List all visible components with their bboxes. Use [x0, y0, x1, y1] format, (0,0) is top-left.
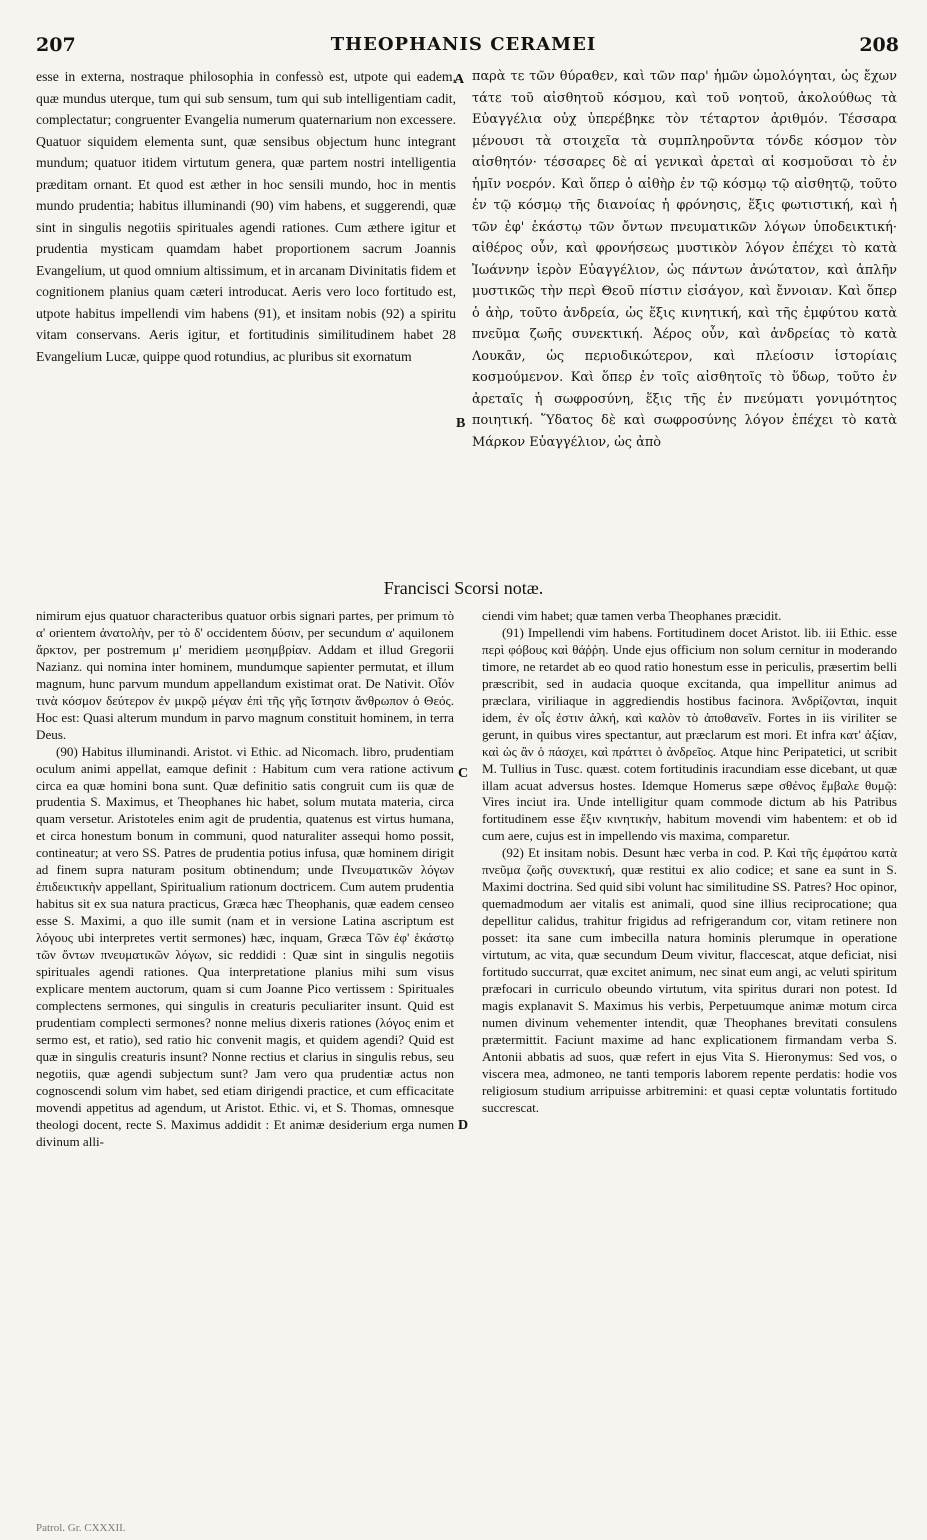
margin-mark-b: B	[456, 416, 466, 431]
note-paragraph: nimirum ejus quatuor characteribus quatuor orbis signari partes, per primum τὸ α' orientem ἀνατολὴν, per τὸ δ' occidentem δύσιν, per secundum α' aquilonem ἄρκτον, per postremum μ' meridiem μεσημβρίαν. Addam et illud Gregorii Nazianz. qui nomina inter hominem, mundumque sapienter permutat, et illum magnum, hunc parvum mundum appellandum existimat orat. De Nativit. Οἷόν τινὰ κόσμον δεύτερον ἐν μικρῷ μέγαν ἐπὶ τῆς γῆς ἵστησιν ἄνθρωπον ὁ Θεός. Hoc est: Quasi alterum mundum in parvo magnum constituit hominem, in terra Deus.	[36, 608, 454, 742]
margin-mark-d: D	[458, 1118, 469, 1133]
page-number-right: 208	[859, 34, 899, 56]
note-92: (92) Et insitam nobis. Desunt hæc verba in cod. P. Καὶ τῆς ἐμφάτου κατὰ πνεῦμα ζωῆς συνεκτική, quæ restitui ex alio codice; et sane ea sunt in S. Maximi doctrina. Sed quid sibi volunt hac similitudine SS. Patres? Hoc opinor, quemadmodum aer vitalis est animali, quod sine illius reciprocatione; qua depellitur calidus, trahitur frigidus ad refrigerandum cor, vitam retinere non posset: ita sane cum imbecilla natura hominis plerumque in operatione virtutum, ac vita, quæ secundum Deum vivitur, flaccescat, atque deficiat, nisi fortitudo succurrat, quæ excitet animum, nec sinat eum angi, ac veluti spiritum præfocari in curriculo obeundo virtutum, vita spiritus durari non potest. Id magis explanavit S. Maximus his verbis, Perpetuumque animæ motum circa numen divinum vehementer intendit, quæ Theophanes brevitati consulens prætermittit. Faciunt maxime ad hanc explicationem firmandam verba S. Antonii abbatis ad suos, quæ refert in ejus Vita S. Hieronymus: Sed vos, o viscera mea, admoneo, ne tanti temporis laborem repente perdatis: hodie vos religiosum studium arripuisse arbitremini: et quasi ceptæ voluntatis fortitudo succrescat.	[482, 845, 897, 1115]
greek-column	[472, 66, 897, 572]
footer-signature: Patrol. Gr. CXXXII.	[36, 1522, 126, 1534]
note-90: (90) Habitus illuminandi. Aristot. vi Ethic. ad Nicomach. libro, prudentiam oculum animi appellat, eamque definit : Habitum cum vera ratione activum circa ea quæ homini bona sunt. Quæ definitio satis congruit cum iis quæ de prudentia S. Maximus, et Theophanes hic habet, solum mutata materia, circa quam versetur. Aristoteles enim agit de prudentia, quatenus est virtus humana, et circa honestum bonum in communi, quod naturaliter assequi homo possit, contineatur; at vero SS. Patres de prudentia potius infusa, quæ hominem dirigit ad finem supra naturam positum obtinendum; unde Πνευματικῶν λόγων ἐπιδεικτικὴν appellant, Spiritualium rationum doctricem. Cum autem prudentia habitus sit ex sua natura practicus, Græca hæc Theophanis, quæ eadem censeo esse S. Maximi, a quo ille sumit (nam et in versione Latina ascriptum est λόγους ubi interpretes vertit sermones) hæc, inquam, Græca Τῶν ἐφ' ἑκάστῳ τῶν ὄντων πνευματικῶν λόγων, sic reddidi : Quæ sint in singulis negotiis spirituales agendi rationes. Qua interpretatione planius mihi sum visus explicare mentem auctorum, quam si cum Joanne Pico vertissem : Spirituales complectens sermones, qui singulis in creaturis peculiariter insunt. Quid est prudentiam complecti sermones? nonne melius dixeris rationes (λόγος enim et sermo est, et ratio), sed ratio hic convenit magis, et quidem agendi? Quid est quæ in singulis creaturis insunt? Nonne rectius et clarius in singulis rebus, seu negotiis, quæ agendi subjectum sunt? Jam vero qua prudentiæ actus non cognoscendi solum vim habet, sed etiam dirigendi practice, et cum efficacitate movendi appetitus ad agendum, ut Aristot. Ethic. vi, et S. Thomas, omnesque theologi docent, recte S. Maximus addidit : Et animæ desiderium erga numen divinum alli-	[36, 743, 454, 1149]
note-paragraph: ciendi vim habet; quæ tamen verba Theophanes præcidit.	[482, 608, 782, 623]
note-91: (91) Impellendi vim habens. Fortitudinem docet Aristot. lib. iii Ethic. esse περὶ φόβους καὶ θάῤῥη. Unde ejus officium non solum cernitur in moderando timore, ne retardet ab eo quod ratio honestum esse in periculis, præsertim belli præscribit, sed in audacia quoque excitanda, qua impellitur animus ad præclara, viriliaque in aggrediendis hostibus facinora. Ἀνδρίζονται, inquit idem, ἐν οἷς ἐστιν ἀλκή, καὶ καλὸν τὸ ἀποθανεῖν. Fortes in iis viriliter se gerunt, in quibus vires spectantur, aut præclarum est mori. Et infra κατ' ἀξίαν, καὶ ὡς ἂν ὁ πάσχει, καὶ πράττει ὁ ἀνδρεῖος. Atque hinc Peripatetici, ut scribit M. Tullius in Tusc. quæst. cotem fortitudinis iracundiam esse dicebant, ut quæ illam acuat adversus hostes. Idemque Homerus sæpe σθένος ἔμβαλε θυμῷ: Vires inciut ira. Unde intelligitur quam commode dictum ab his Patribus fortitudinem esse ἕξιν κινητικὴν, habitum movendi vim habentem: et ob id cum aere, cujus est in impellendo vis maxima, comparetur.	[482, 624, 897, 844]
greek-paragraph: παρὰ τε τῶν θύραθεν, καὶ τῶν παρ' ἡμῶν ὡμολόγηται, ὡς ἔχων τάτε τοῦ αἰσθητοῦ κόσμου, καὶ τοῦ νοητοῦ, ἀκολούθως τὰ Εὐαγγέλια οὐχ ὑπερέβηκε τὸν τέταρτον ἀριθμόν. Τέσσαρα μένουσι τὰ στοιχεῖα τὰ συμπληροῦντα τόνδε κόσμον τὸν αἰσθητόν· τέσσαρες δὲ αἱ γενικαὶ ἀρεταὶ αἱ κοσμοῦσαι τὸ ἐν ἡμῖν νοερόν. Καὶ ὅπερ ὁ αἰθὴρ ἐν τῷ κόσμῳ τῷ αἰσθητῷ, τοῦτο ἐν τῷ κόσμῳ τῆς διανοίας ἡ φρόνησις, ἕξις φωτιστική, καὶ ἡ τῶν ἐφ' ἑκάστῳ τῶν ὄντων πνευματικῶν λόγων ὑποδεικτική· αἰθέρος οὖν, καὶ φρονήσεως μυστικὸν λόγον ἐπέχει τὸ κατὰ Ἰωάννην ἱερὸν Εὐαγγέλιον, ὡς πάντων ἀνώτατον, καὶ ἁπλῆν μυστικῶς τὴν περὶ Θεοῦ πίστιν εἰσάγον, καὶ ἔννοιαν. Καὶ ὅπερ ὁ ἀὴρ, τοῦτο ἀνδρεία, ὡς ἕξις κινητική, καὶ τῆς ἐμφύτου κατὰ πνεῦμα ζωῆς συνεκτική. Ἀέρος οὖν, καὶ ἀνδρείας τὸ κατὰ Λουκᾶν, ὡς περιοδικώτερον, καὶ πλείοσιν ἱστορίαις κοσμούμενον. Καὶ ὅπερ ἐν τοῖς αἰσθητοῖς τὸ ὕδωρ, τοῦτο ἐν ἀρεταῖς ἡ σωφροσύνη, ἕξις τῆς ἐν πνεύματι γονιμότητος ποιητική. Ὕδατος δὲ καὶ σωφροσύνης λόγον ἐπέχει τὸ κατὰ Μάρκον Εὐαγγέλιον, ὡς ἀπὸ	[472, 69, 897, 450]
notes-right-column	[482, 608, 897, 1488]
notes-heading: Francisci Scorsi notæ.	[383, 578, 544, 598]
margin-mark-a: A	[454, 72, 465, 87]
latin-column	[36, 66, 456, 572]
latin-paragraph: esse in externa, nostraque philosophia in confessò est, utpote qui eadem, quæ mundus uterque, tum qui sub sensum, tum qui sub intelligentiam cadit, complectatur; congruenter Evangelia numerum quaternarium non excessere. Quatuor siquidem elementa sunt, quæ sensibus objectum hunc integrant mundum; quatuor itidem virtutum genera, quæ partem nostri intelligentia præditam ornant. Et quod est æther in hoc sensili mundo, hoc in mentis mundo prudentia; habitus illuminandi (90) vim habens, et suggerendi, quæ sint in singulis negotiis spirituales agendi rationes. Cum æthere igitur et prudentia mysticam quamdam habet proportionem sacrum Joannis Evangelium, ut quod omnium altissimum, et in arcanam Divinitatis fidem et cognitionem planius quam cæteri introducat. Aeris vero loco fortitudo est, utpote habitus impellendi vim habens (91), et insitam nobis (92) a spiritu vitam conservans. Aeris igitur, et fortitudinis similitudinem habet 28 Evangelium Lucæ, quippe quod rotundius, ac pluribus sit exornatum	[36, 69, 456, 364]
running-title: THEOPHANIS CERAMEI	[330, 34, 597, 55]
page-number-left: 207	[36, 34, 76, 56]
notes-left-column	[36, 608, 454, 1488]
margin-mark-c: C	[458, 766, 469, 781]
